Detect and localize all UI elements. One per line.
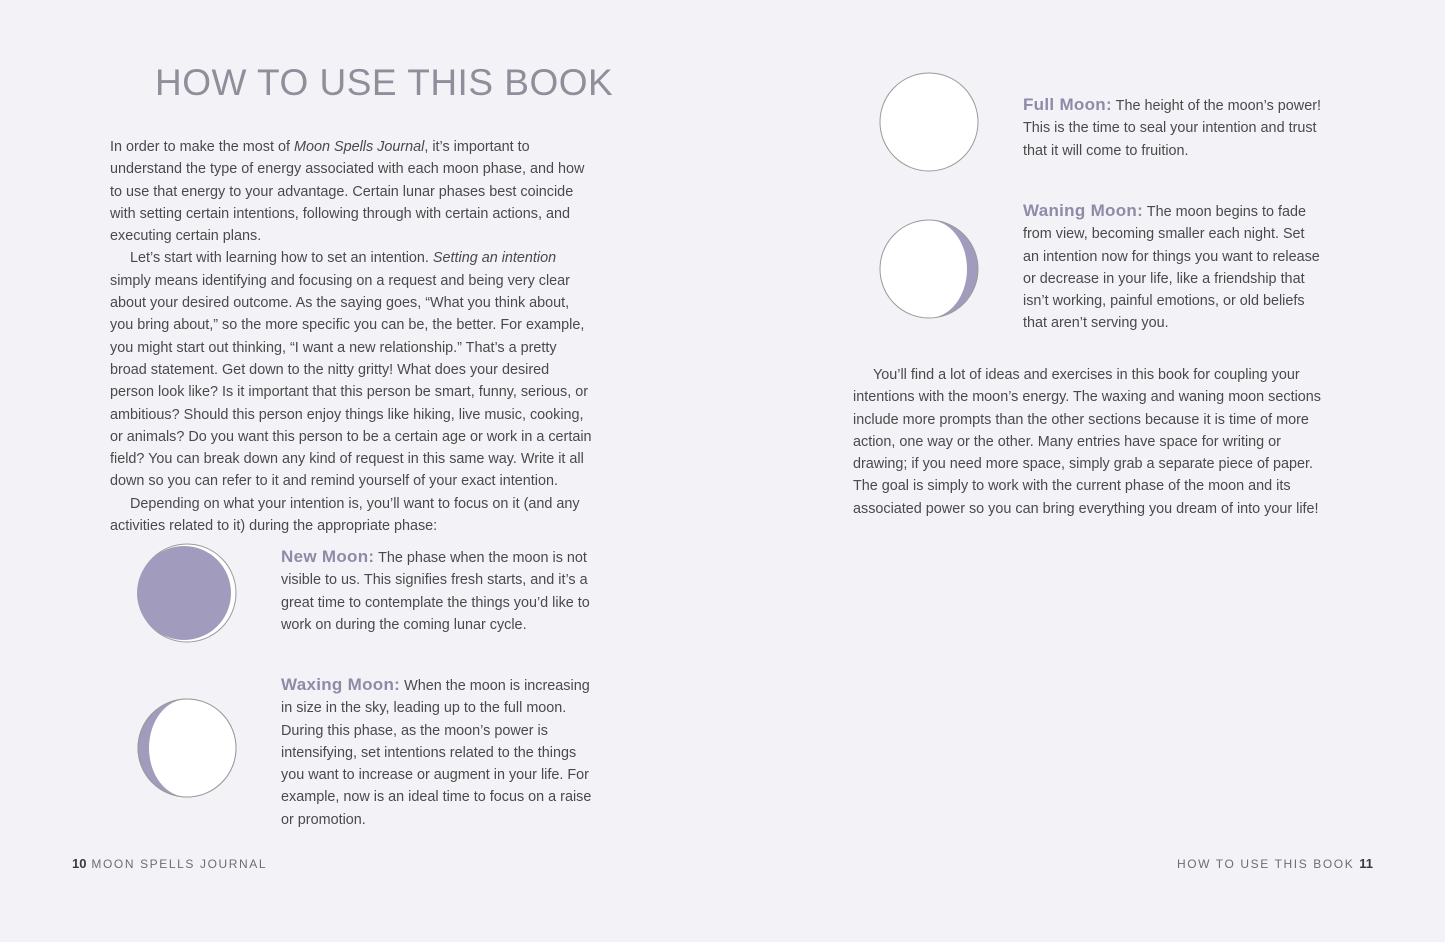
full-moon-icon	[879, 72, 979, 172]
waning-moon-icon	[879, 219, 979, 319]
right-page	[722, 0, 1445, 942]
waxing-moon-label: Waxing Moon:	[281, 675, 401, 694]
intro-p1-start: In order to make the most of	[110, 139, 294, 155]
intro-paragraph-1	[110, 136, 592, 247]
waxing-moon-icon	[137, 698, 237, 798]
waxing-moon-text: When the moon is increasing in size in the sky, leading up to the full moon. During this phase, as the moon’s power is intensifying, set intentions related to the things you want to increase or augment in your life. For example, now is an ideal time to focus on a raise or promotion.	[281, 678, 592, 828]
right-footer	[1177, 856, 1373, 871]
left-footer	[72, 856, 267, 871]
page-title: HOW TO USE THIS BOOK	[155, 62, 614, 103]
full-moon-description	[1023, 94, 1333, 162]
intro-paragraph-3: Depending on what your intention is, you’ll want to focus on it (and any activities related to it) during the appropriate phase:	[110, 495, 580, 535]
waning-moon-text: The moon begins to fade from view, becoming smaller each night. Set an intention now for things you want to release or decrease in your life, like a friendship that isn’t working, painful emotions, or old beliefs that aren’t serving you.	[1023, 204, 1320, 332]
new-moon-text: The phase when the moon is not visible to us. This signifies fresh starts, and it’s a great time to contemplate the things you’d like to work on during the coming lunar cycle.	[281, 550, 590, 633]
book-title-italic: Moon Spells Journal	[293, 139, 425, 155]
intro-p2-start: Let’s start with learning how to set an intention.	[130, 250, 433, 267]
full-moon-text: The height of the moon’s power! This is the time to seal your intention and trust that it will come to fruition.	[1023, 98, 1321, 159]
intro-p2-rest: simply means identifying and focusing on a request and being very clear about your desired outcome. As the saying goes, “What you think about, you bring about,” so the more specific you can be, the better. For example, you might start out thinking, “I want a new relationship.” That’s a pretty broad statement. Get down to the nitty gritty! What does your desired person look like? Is it important that this person be smart, funny, serious, or ambitious? Should this person enjoy things like hiking, live music, cooking, or animals? Do you want this person to be a certain age or work in a certain field? You can break down any kind of request in this same way. Write it all down so you can refer to it and remind yourself of your exact intention.	[110, 272, 592, 490]
right-page-number: 11	[1359, 856, 1373, 871]
waning-moon-description	[1023, 200, 1323, 335]
left-page-number: 10	[72, 856, 87, 871]
waning-moon-label: Waning Moon:	[1023, 201, 1144, 220]
right-running-head: HOW TO USE THIS BOOK	[1176, 857, 1355, 871]
intro-text	[110, 136, 592, 537]
new-moon-icon	[137, 543, 237, 643]
closing-paragraph: You’ll find a lot of ideas and exercises in this book for coupling your intentions with the moon’s energy. The waxing and waning moon sections include more prompts than the other sections because it is time of more action, one way or the other. Many entries have space for writing or drawing; if you need more space, simply grab a separate piece of paper. The goal is simply to work with the current phase of the moon and its associated power so you can bring everything you dream of into your life!	[853, 367, 1321, 517]
closing-text	[853, 364, 1337, 520]
intro-paragraph-2	[110, 247, 592, 492]
full-moon-label: Full Moon:	[1023, 95, 1112, 114]
intro-p1-rest: , it’s important to understand the type of energy associated with each moon phase, and how to use that energy to your advantage. Certain lunar phases best coincide with setting certain intentions, following through with certain actions, and executing certain plans.	[110, 139, 585, 245]
left-page	[0, 0, 722, 942]
setting-intention-italic: Setting an intention	[432, 250, 557, 267]
new-moon-label: New Moon:	[281, 547, 375, 566]
waxing-moon-description	[281, 674, 593, 831]
left-running-head: MOON SPELLS JOURNAL	[91, 857, 268, 871]
new-moon-description	[281, 546, 593, 636]
